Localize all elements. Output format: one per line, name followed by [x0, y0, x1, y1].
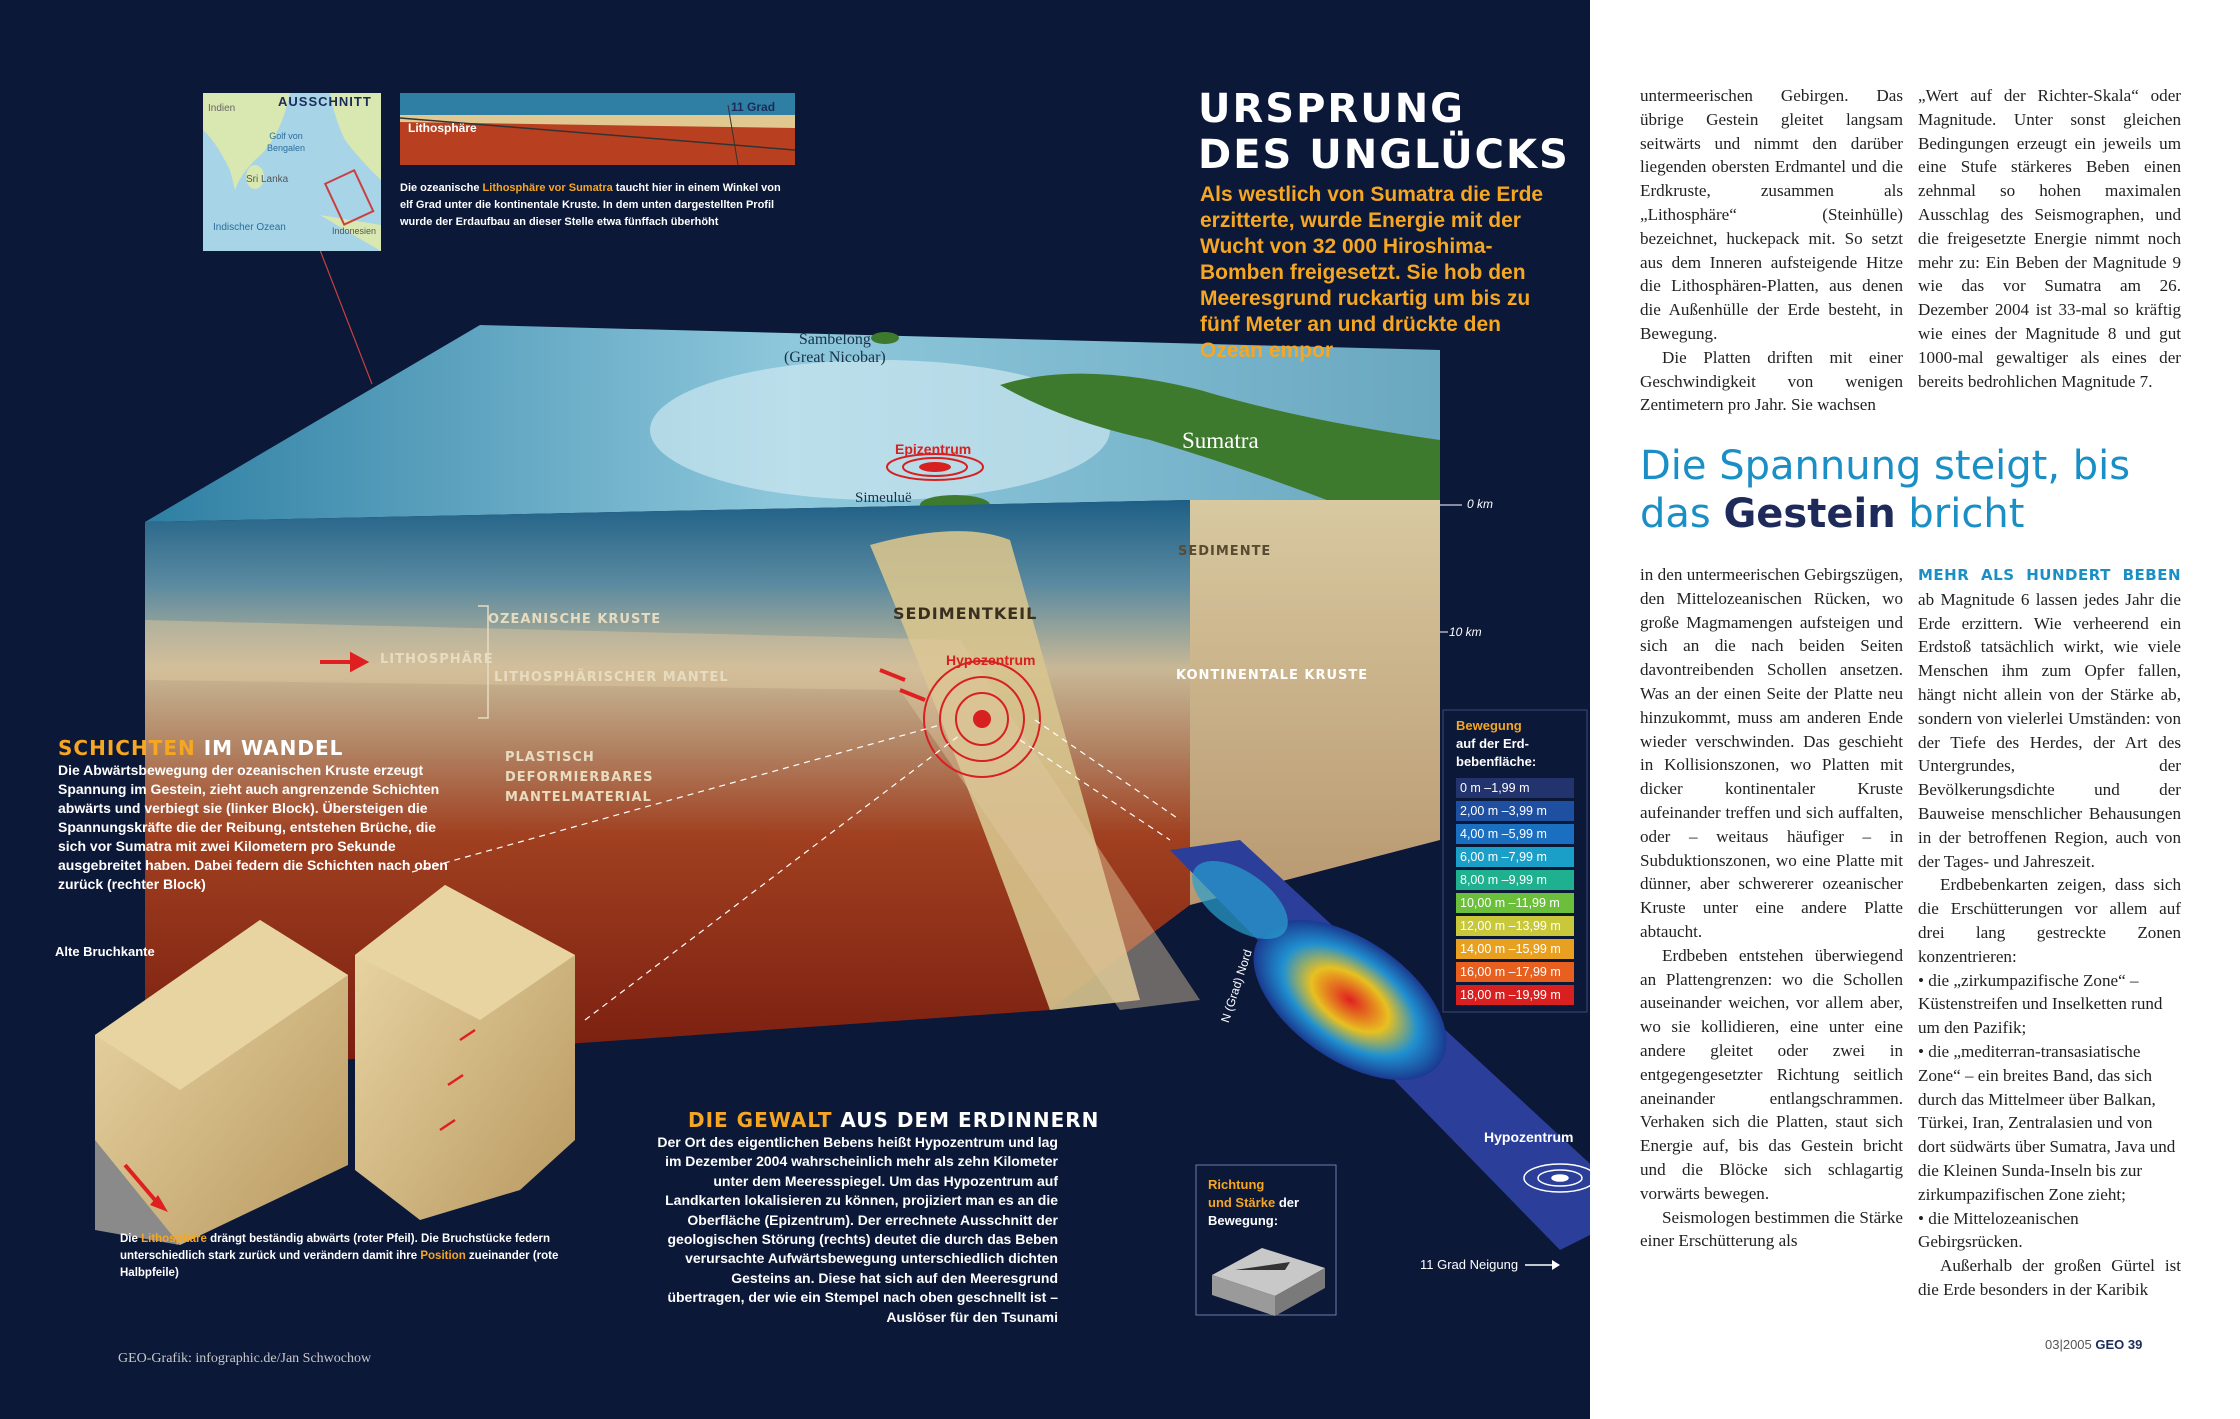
legend-title-2: auf der Erd-	[1456, 736, 1529, 751]
map-label-sri-lanka: Sri Lanka	[246, 174, 289, 185]
label-plastic-3: MANTELMATERIAL	[505, 790, 652, 805]
label-sedimente: SEDIMENTE	[1178, 544, 1272, 559]
label-sedimentkeil: SEDIMENTKEIL	[893, 604, 1038, 623]
label-sambelong	[784, 331, 886, 367]
label-great-nicobar: (Great Nicobar)	[784, 349, 886, 366]
col1-top-p2: Die Platten driften mit einer Geschwindigkeit von wenigen Zentimetern pro Jahr. Sie wachsen	[1640, 347, 1903, 415]
label-depth-0km: 0 km	[1467, 497, 1494, 511]
inset-caption-pre: Die ozeanische	[400, 182, 483, 194]
section-heading-line2-c: bricht	[1895, 491, 2025, 537]
label-north: N (Grad) Nord	[1218, 947, 1255, 1025]
folio-magazine: GEO	[2095, 1337, 2125, 1352]
label-lithosphere: LITHOSPHÄRE	[380, 652, 494, 667]
direction-label-4: Bewegung:	[1208, 1213, 1279, 1228]
blocks-caption-e: zueinander (rote Halbpfeile)	[120, 1250, 559, 1279]
gewalt-heading-a: DIE GEWALT	[688, 1108, 833, 1132]
zones-list	[1918, 969, 2181, 1255]
col2-p3: Außerhalb der großen Gürtel ist die Erde besonders in der Karibik	[1918, 1256, 2181, 1299]
label-sambelong-name: Sambelong	[798, 331, 871, 348]
folio-issue: 03|2005	[2045, 1337, 2092, 1352]
gewalt-heading	[688, 1108, 1099, 1132]
legend-item: 10,00 m –11,99 m	[1456, 893, 1574, 913]
legend-item: 16,00 m –17,99 m	[1456, 962, 1574, 982]
legend-title-1: Bewegung	[1456, 718, 1522, 733]
col2-p1	[1918, 563, 2181, 873]
zones-list-item: • die „zirkumpazifische Zone“ – Küstenstreifen und Inselketten rund um den Pazifik;	[1918, 969, 2181, 1040]
label-hypocenter: Hypozentrum	[946, 652, 1036, 668]
label-old-fracture-edge: Alte Bruchkante	[55, 944, 155, 959]
col2-p2: Erdbebenkarten zeigen, dass sich die Erschütterungen vor allem auf drei lang gestreckte Zonen konzentrieren:	[1918, 875, 2181, 966]
map-label-indian-ocean: Indischer Ozean	[213, 222, 286, 233]
label-depth-10km: 10 km	[1449, 625, 1482, 639]
blocks-caption-d: Position	[420, 1250, 466, 1262]
neigung-arrowhead	[1552, 1260, 1560, 1270]
blocks-caption-c: drängt beständig abwärts (roter Pfeil). Die Bruchstücke federn unterschiedlich stark zurück und verändern damit ihre	[120, 1233, 551, 1262]
inset-caption-post: taucht hier in einem Winkel von elf Grad unter die kontinentale Kruste. In dem unten dargestellten Profil wurde der Erdaufbau an dieser Stelle etwa fünffach überhöht	[400, 182, 781, 228]
inset-caption	[400, 180, 795, 231]
col2-p1-text: ab Magnitude 6 lassen jedes Jahr die Erde erzittern. Wie verheerend ein Erdstoß tatsächlich wirkt, wie viele Menschen ihm zum Opfer fallen, hängt nicht allein von der Stärke ab, sondern von vielerlei Umständen: von der Tiefe des Herdes, der Art des Untergrundes, der Bevölkerungsdichte und der Bauweise menschlicher Behausungen in der betroffenen Region, auch von der Tages- und Jahreszeit.	[1918, 589, 2181, 871]
schichten-heading-a: SCHICHTEN	[58, 736, 196, 760]
folio	[2045, 1337, 2142, 1352]
label-plastic-2: DEFORMIERBARES	[505, 770, 654, 785]
col2-lead-in: MEHR ALS HUNDERT BEBEN	[1918, 566, 2181, 584]
label-simeulue: Simeuluë	[855, 490, 912, 506]
section-heading-line2-a: das	[1640, 491, 1724, 537]
text-page	[1590, 0, 2240, 1419]
blocks-caption-a: Die	[120, 1233, 142, 1245]
label-oceanic-crust: OZEANISCHE KRUSTE	[488, 612, 662, 627]
direction-label-2: und Stärke	[1208, 1195, 1276, 1210]
label-continental-crust: KONTINENTALE KRUSTE	[1176, 668, 1369, 683]
zones-list-item: • die Mittelozeanischen Gebirgsrücken.	[1918, 1207, 2181, 1255]
legend-item: 12,00 m –13,99 m	[1456, 916, 1574, 936]
map-label-indonesia: Indonesien	[332, 226, 377, 236]
schichten-text: Die Abwärtsbewegung der ozeanischen Kruste erzeugt Spannung im Gestein, zieht auch angrenzende Schichten abwärts und verbiegt sie (linker Block). Übersteigen die Spannungskräfte die der Reibung, entstehen Brüche, die sich vor Sumatra mit zwei Kilometern pro Sekunde ausgebreitet haben. Dabei federn die Schichten nach oben zurück (rechter Block)	[58, 762, 448, 892]
legend-title-3: bebenfläche:	[1456, 754, 1537, 769]
block-left-deformed	[95, 920, 348, 1245]
direction-label	[1208, 1176, 1299, 1230]
label-sumatra: Sumatra	[1182, 428, 1259, 453]
legend-item: 2,00 m –3,99 m	[1456, 801, 1574, 821]
column-2-bottom	[1918, 563, 2181, 1302]
col1-p3: Seismologen bestimmen die Stärke einer Erschütterung als	[1640, 1207, 1903, 1251]
map-label-india: Indien	[208, 103, 236, 114]
col1-top-p1: untermeerischen Gebirgen. Das übrige Gestein gleitet langsam seitwärts und nimmt den darüber liegenden obersten Erdmantel und die Erdkruste, zusammen als „Lithosphäre“ (Steinhülle) bezeichnet, huckepack mit. So setzt aus dem Inneren aufsteigende Hitze die Lithosphären-Platten, aus denen die Außenhülle der Erde besteht, in Bewegung.	[1640, 86, 1903, 343]
legend-item: 14,00 m –15,99 m	[1456, 939, 1574, 959]
headline	[1198, 86, 1570, 178]
zones-list-item: • die „mediterran-transasiatische Zone“ – ein breites Band, das sich durch das Mittelmeer über Balkan, Türkei, Iran, Zentralasien und von dort südwärts über Sumatra, Java und die Kleinen Sunda-Inseln bis zur zirkumpazifischen Zone zieht;	[1918, 1040, 2181, 1207]
direction-cube	[1212, 1248, 1325, 1316]
col1-p2: Erdbeben entstehen überwiegend an Plattengrenzen: wo die Schollen auseinander weichen, vor allem aber, wo sie kollidieren, eine unter eine andere gleitet oder zwei in entgegengesetzter Richtung seitlich aneinander entlangschrammen. Verhaken sich die Platten, staut sich Energie auf, bis das Gestein bricht und die Blöcke sich schlagartig vorwärts bewegen.	[1640, 945, 1903, 1203]
column-1-bottom	[1640, 563, 1903, 1253]
inset-caption-highlight: Lithosphäre vor Sumatra	[482, 182, 613, 194]
schichten-heading-b: IM WANDEL	[195, 736, 344, 760]
label-epicenter: Epizentrum	[895, 441, 972, 457]
column-2-top	[1918, 84, 2181, 393]
direction-label-1: Richtung	[1208, 1177, 1265, 1192]
col1-p1: in den untermeerischen Gebirgszügen, den Mittelozeanischen Rücken, wo große Magmamengen aufsteigen und sich an die nach beiden Seiten davontreibenden Schollen ansetzen. Was an der einen Seite der Platte neu hinzukommt, muss am anderen Ende wieder verschwinden. Das geschieht in Kollisionszonen, wo Platten mit dicker kontinentaler Kruste aufeinander treffen und sich auffalten, oder – weitaus häufiger – in Subduktionszonen, wo eine Platte mit dünner, aber schwererer ozeanischer Kruste unter eine andere Platte abtaucht.	[1640, 565, 1903, 941]
legend-item: 6,00 m –7,99 m	[1456, 847, 1574, 867]
col2-top-p1: „Wert auf der Richter-Skala“ oder Magnitude. Unter sonst gleichen Bedingungen erzeugt ein jeweils um eine Stufe stärkeres Beben einen zehnmal so hohen maximalen Ausschlag des Seismographen, und die freigesetzte Energie nimmt noch mehr zu: Ein Beben der Magnitude 9 wie das vor Sumatra am 26. Dezember 2004 ist 33-mal so kräftig wie eines der Magnitude 8 und gut 1000-mal gewaltiger als eines der bereits bedrohlichen Magnitude 7.	[1918, 86, 2181, 391]
section-heading	[1640, 442, 2130, 538]
profile-lithosphere-label: Lithosphäre	[408, 121, 477, 135]
map-leader-line	[320, 250, 372, 384]
headline-line1: URSPRUNG	[1198, 86, 1465, 132]
column-1-top	[1640, 84, 1903, 417]
legend-item: 0 m –1,99 m	[1456, 778, 1574, 798]
label-lithospheric-mantle: LITHOSPHÄRISCHER MANTEL	[494, 670, 729, 685]
legend-list	[1456, 775, 1574, 1008]
inset-map-title: AUSSCHNITT	[278, 94, 372, 109]
legend-item: 18,00 m –19,99 m	[1456, 985, 1574, 1005]
blocks-caption	[120, 1231, 600, 1282]
blocks-caption-b: Lithosphäre	[141, 1233, 207, 1245]
graphic-credit: GEO-Grafik: infographic.de/Jan Schwochow	[118, 1351, 372, 1366]
section-heading-line1: Die Spannung steigt, bis	[1640, 443, 2131, 489]
label-plastic-1: PLASTISCH	[505, 750, 595, 765]
label-tilt: 11 Grad Neigung	[1420, 1257, 1519, 1272]
profile-angle-label: 11 Grad	[731, 100, 776, 114]
lead-paragraph: Als westlich von Sumatra die Erde erzitterte, wurde Energie mit der Wucht von 32 000 Hiroshima-Bomben freigesetzt. Sie hob den Meeresgrund ruckartig um bis zu fünf Meter an und drückte den Ozean empor	[1200, 183, 1544, 362]
legend-item: 8,00 m –9,99 m	[1456, 870, 1574, 890]
legend-item: 4,00 m –5,99 m	[1456, 824, 1574, 844]
direction-label-3: der	[1278, 1195, 1300, 1210]
gewalt-text: Der Ort des eigentlichen Bebens heißt Hypozentrum und lag im Dezember 2004 wahrscheinlich mehr als zehn Kilometer unter dem Meeresspiegel. Um das Hypozentrum auf Landkarten lokalisieren zu können, projiziert man es an die Oberfläche (Epizentrum). Der errechnete Ausschnitt der geologischen Störung (rechts) deutet die durch das Beben verursachte Aufwärtsbewegung unterschiedlich dichten Gesteins an. Diese hat sich auf den Meeresgrund übertragen, der wie ein Stempel nach oben geschnellt ist – Auslöser für den Tsunami	[657, 1134, 1058, 1325]
gewalt-heading-b: AUS DEM ERDINNERN	[832, 1108, 1100, 1132]
label-fault-hypocenter: Hypozentrum	[1484, 1129, 1574, 1145]
schichten-heading	[58, 736, 343, 760]
label-plastic-mantle	[505, 748, 654, 808]
headline-line2: DES UNGLÜCKS	[1198, 132, 1570, 178]
section-heading-line2-b: Gestein	[1723, 491, 1896, 537]
map-label-bay-of-bengal: Golf von Bengalen	[266, 131, 306, 153]
folio-page-number: 39	[2127, 1337, 2143, 1352]
legend-title	[1456, 717, 1536, 771]
